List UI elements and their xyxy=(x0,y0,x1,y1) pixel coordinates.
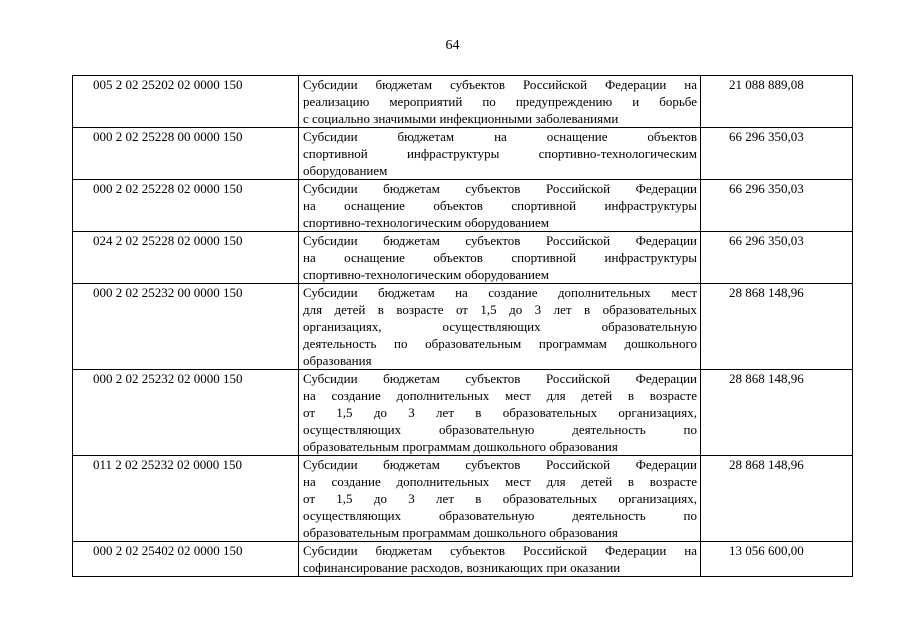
budget-code-cell: 000 2 02 25228 00 0000 150 xyxy=(73,128,299,180)
revenue-name-line: Субсидии бюджетам субъектов Российской Федерации на xyxy=(303,543,697,558)
revenue-name-line: спортивно-технологическим оборудованием xyxy=(303,267,549,282)
revenue-name-cell xyxy=(299,284,701,370)
budget-code-cell: 000 2 02 25232 02 0000 150 xyxy=(73,370,299,456)
revenue-name-line: реализацию мероприятий по предупреждению и борьбе xyxy=(303,94,697,109)
revenue-name-line: осуществляющих образовательную деятельность по xyxy=(303,508,697,523)
revenue-name-line: на оснащение объектов спортивной инфраструктуры xyxy=(303,250,697,265)
table-row xyxy=(73,232,853,284)
revenue-name-line: для детей в возрасте от 1,5 до 3 лет в образовательных xyxy=(303,302,697,317)
revenue-name-cell xyxy=(299,76,701,128)
amount-cell: 13 056 600,00 xyxy=(701,542,853,577)
revenue-name-line: от 1,5 до 3 лет в образовательных организациях, xyxy=(303,405,697,420)
revenue-name-line: деятельность по образовательным программам дошкольного xyxy=(303,336,697,351)
revenue-name-line: образовательным программам дошкольного образования xyxy=(303,525,618,540)
revenue-name-line: от 1,5 до 3 лет в образовательных организациях, xyxy=(303,491,697,506)
revenue-name-line: на создание дополнительных мест для детей в возрасте xyxy=(303,474,697,489)
amount-cell: 66 296 350,03 xyxy=(701,128,853,180)
revenue-name-cell xyxy=(299,542,701,577)
budget-code-cell: 011 2 02 25232 02 0000 150 xyxy=(73,456,299,542)
table-row xyxy=(73,370,853,456)
budget-code-cell: 024 2 02 25228 02 0000 150 xyxy=(73,232,299,284)
revenue-name-line: Субсидии бюджетам субъектов Российской Федерации на xyxy=(303,77,697,92)
revenue-name-line: на оснащение объектов спортивной инфраструктуры xyxy=(303,198,697,213)
revenue-name-line: с социально значимыми инфекционными заболеваниями xyxy=(303,111,619,126)
revenue-name-line: Субсидии бюджетам на оснащение объектов xyxy=(303,129,697,144)
revenue-name-line: спортивной инфраструктуры спортивно-технологическим xyxy=(303,146,697,161)
table-row xyxy=(73,76,853,128)
revenue-name-line: софинансирование расходов, возникающих при оказании xyxy=(303,560,621,575)
revenue-name-line: Субсидии бюджетам субъектов Российской Федерации xyxy=(303,233,697,248)
revenue-name-line: спортивно-технологическим оборудованием xyxy=(303,215,549,230)
page-number: 64 xyxy=(445,38,460,53)
amount-cell: 21 088 889,08 xyxy=(701,76,853,128)
revenue-name-cell xyxy=(299,180,701,232)
revenue-name-line: организациях, осуществляющих образовательную xyxy=(303,319,697,334)
table-row xyxy=(73,456,853,542)
revenue-name-cell xyxy=(299,128,701,180)
revenue-name-line: Субсидии бюджетам субъектов Российской Федерации xyxy=(303,457,697,472)
budget-code-cell: 000 2 02 25232 00 0000 150 xyxy=(73,284,299,370)
amount-cell: 66 296 350,03 xyxy=(701,180,853,232)
revenue-name-line: на создание дополнительных мест для детей в возрасте xyxy=(303,388,697,403)
revenue-name-line: осуществляющих образовательную деятельность по xyxy=(303,422,697,437)
amount-cell: 66 296 350,03 xyxy=(701,232,853,284)
table-row xyxy=(73,284,853,370)
budget-code-cell: 000 2 02 25228 02 0000 150 xyxy=(73,180,299,232)
revenue-name-cell xyxy=(299,456,701,542)
revenue-name-line: Субсидии бюджетам субъектов Российской Федерации xyxy=(303,181,697,196)
amount-cell: 28 868 148,96 xyxy=(701,370,853,456)
revenue-name-line: образования xyxy=(303,353,372,368)
revenue-name-line: Субсидии бюджетам на создание дополнительных мест xyxy=(303,285,697,300)
budget-code-cell: 000 2 02 25402 02 0000 150 xyxy=(73,542,299,577)
table-row xyxy=(73,542,853,577)
revenue-name-cell xyxy=(299,370,701,456)
revenue-name-line: Субсидии бюджетам субъектов Российской Федерации xyxy=(303,371,697,386)
revenue-name-cell xyxy=(299,232,701,284)
budget-code-cell: 005 2 02 25202 02 0000 150 xyxy=(73,76,299,128)
revenue-name-line: образовательным программам дошкольного образования xyxy=(303,439,618,454)
table-row xyxy=(73,180,853,232)
budget-revenue-table xyxy=(72,75,853,577)
amount-cell: 28 868 148,96 xyxy=(701,456,853,542)
revenue-name-line: оборудованием xyxy=(303,163,388,178)
table-row xyxy=(73,128,853,180)
amount-cell: 28 868 148,96 xyxy=(701,284,853,370)
